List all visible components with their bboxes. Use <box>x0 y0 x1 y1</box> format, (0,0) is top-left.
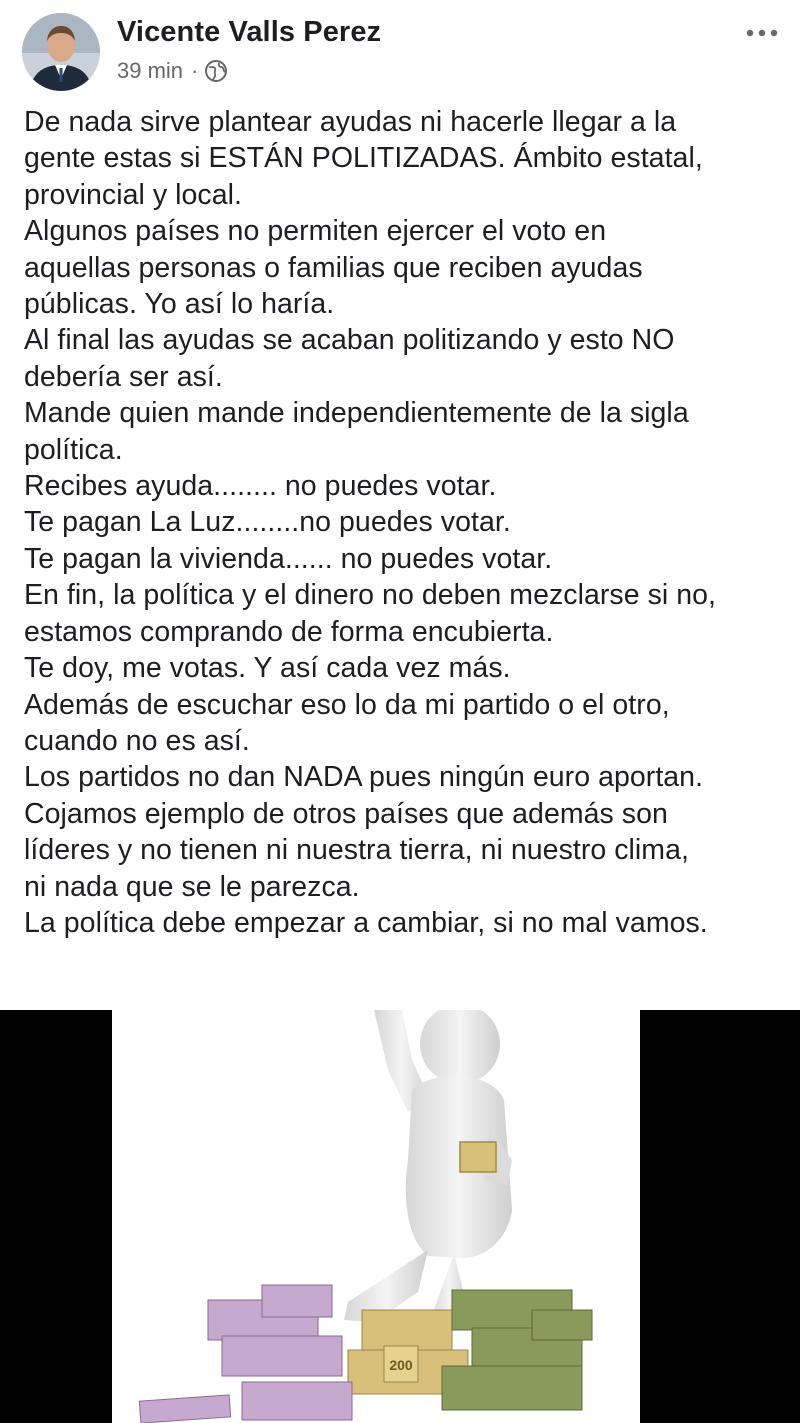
post-meta <box>117 58 228 84</box>
globe-icon <box>204 59 228 83</box>
figure-with-money-illustration <box>112 1010 640 1423</box>
post-text-line: estamos comprando de forma encubierta. <box>24 615 554 648</box>
post-text-line: Te pagan La Luz........no puedes votar. <box>24 506 511 539</box>
post-text-line: Te doy, me votas. Y así cada vez más. <box>24 652 511 685</box>
post-text-line: públicas. Yo así lo haría. <box>24 288 335 321</box>
post-text-line: aquellas personas o familias que reciben ayudas <box>24 251 643 284</box>
post-text-line: Mande quien mande independientemente de la sigla <box>24 397 689 430</box>
post-text-line: Algunos países no permiten ejercer el voto en <box>24 215 607 248</box>
post-text-line: La política debe empezar a cambiar, si no mal vamos. <box>24 906 708 939</box>
post-header <box>0 0 800 100</box>
post-time[interactable]: 39 min <box>117 58 184 83</box>
post-image[interactable] <box>0 1010 800 1423</box>
post-image-content <box>112 1010 640 1423</box>
avatar[interactable] <box>22 13 100 91</box>
profile-photo <box>22 13 100 91</box>
post-text-line: De nada sirve plantear ayudas ni hacerle llegar a la <box>24 106 677 138</box>
post-text-line: Al final las ayudas se acaban politizando y esto NO <box>24 324 675 357</box>
post-text-line: Cojamos ejemplo de otros países que además son <box>24 797 668 830</box>
more-options-icon[interactable] <box>744 22 780 44</box>
post-text <box>24 104 790 941</box>
post-text-line: Recibes ayuda........ no puedes votar. <box>24 470 497 503</box>
author-name[interactable]: Vicente Valls Perez <box>117 16 382 48</box>
meta-separator: · <box>191 58 199 83</box>
post-text-line: líderes y no tienen ni nuestra tierra, ni nuestro clima, <box>24 834 689 867</box>
banknote-denomination: 200 <box>389 1357 413 1373</box>
post-text-line: ni nada que se le parezca. <box>24 870 360 903</box>
post-text-line: Te pagan la vivienda...... no puedes votar. <box>24 542 553 575</box>
post-text-line: En fin, la política y el dinero no deben mezclarse si no, <box>24 579 716 612</box>
post-text-line: Los partidos no dan NADA pues ningún euro aportan. <box>24 761 704 794</box>
post-text-line: debería ser así. <box>24 360 223 393</box>
post-text-line: provincial y local. <box>24 178 242 211</box>
post-text-line: gente estas si ESTÁN POLITIZADAS. Ámbito estatal, <box>24 142 703 175</box>
post-text-line: cuando no es así. <box>24 724 250 757</box>
post-text-line: Además de escuchar eso lo da mi partido o el otro, <box>24 688 670 721</box>
post-text-line: política. <box>24 433 123 466</box>
